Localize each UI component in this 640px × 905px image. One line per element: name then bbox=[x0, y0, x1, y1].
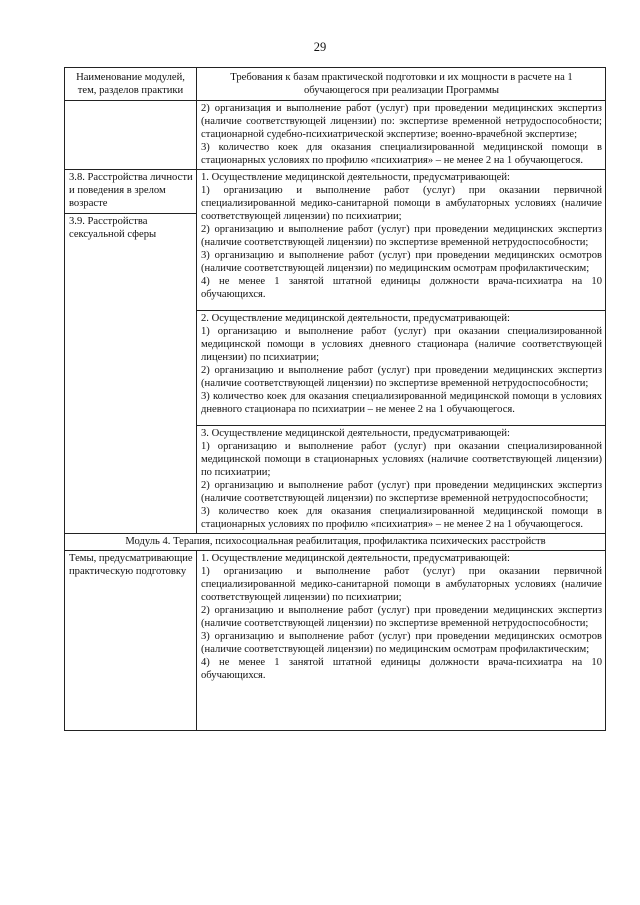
final-right-cell bbox=[197, 551, 606, 731]
topics-left-cell bbox=[65, 170, 197, 534]
paragraph: 2) организацию и выполнение работ (услуг) при проведении медицинских экспертиз (наличие соответствующей лицензии) по экспертизе временной нетрудоспособности; bbox=[201, 480, 602, 504]
block-heading: 1. Осуществление медицинской деятельности, предусматривающей: bbox=[201, 172, 510, 183]
paragraph: 1) организацию и выполнение работ (услуг) при оказании специализированной медицинской помощи в стационарных условиях (наличие соответствующей лицензии) по психиатрии; bbox=[201, 441, 602, 478]
block-heading: 1. Осуществление медицинской деятельности, предусматривающей: bbox=[201, 553, 510, 564]
paragraph: 2) организация и выполнение работ (услуг) при проведении медицинских экспертиз (наличие соответствующей лицензии) по: экспертизе временной нетрудоспособности; стационарной судебно-психиатрической экспертизе; военно-врачебной экспертизе; bbox=[201, 103, 602, 140]
paragraph: 3) организацию и выполнение работ (услуг) при проведении медицинских осмотров (наличие соответствующей лицензии) по медицинским осмотрам профилактическим; bbox=[201, 250, 602, 274]
paragraph: 2) организацию и выполнение работ (услуг) при проведении медицинских экспертиз (наличие соответствующей лицензии) по экспертизе временной нетрудоспособности; bbox=[201, 605, 602, 629]
paragraph: 3) количество коек для оказания специализированной медицинской помощи в условиях дневного стационара по психиатрии – не менее 2 на 1 обучающегося. bbox=[201, 391, 602, 415]
requirements-block-2 bbox=[197, 311, 606, 426]
final-left-cell: Темы, предусматривающие практическую подготовку bbox=[65, 551, 197, 731]
block-heading: 3. Осуществление медицинской деятельности, предусматривающей: bbox=[201, 428, 510, 439]
paragraph: 2) организацию и выполнение работ (услуг) при проведении медицинских экспертиз (наличие соответствующей лицензии) по экспертизе временной нетрудоспособности; bbox=[201, 224, 602, 248]
module-4-heading: Модуль 4. Терапия, психосоциальная реабилитация, профилактика психических расстройств bbox=[65, 534, 606, 551]
paragraph: 2) организацию и выполнение работ (услуг) при проведении медицинских экспертиз (наличие соответствующей лицензии) по экспертизе временной нетрудоспособности; bbox=[201, 365, 602, 389]
requirements-block-3 bbox=[197, 426, 606, 534]
header-left-cell: Наименование модулей, тем, разделов практики bbox=[65, 68, 197, 101]
topic-3-8: 3.8. Расстройства личности и поведения в зрелом возрасте bbox=[69, 172, 193, 209]
paragraph: 1) организацию и выполнение работ (услуг) при оказании первичной специализированной медико-санитарной помощи в амбулаторных условиях (наличие соответствующей лицензии) по психиатрии; bbox=[201, 185, 602, 222]
paragraph: 3) количество коек для оказания специализированной медицинской помощи в стационарных условиях по профилю «психиатрия» – не менее 2 на 1 обучающегося. bbox=[201, 142, 602, 166]
requirements-block-1 bbox=[197, 170, 606, 311]
module-4-row bbox=[65, 534, 606, 551]
header-right-cell: Требования к базам практической подготовки и их мощности в расчете на 1 обучающегося при реализации Программы bbox=[197, 68, 606, 101]
paragraph: 4) не менее 1 занятой штатной единицы должности врача-психиатра на 10 обучающихся. bbox=[201, 657, 602, 681]
continuation-left-cell bbox=[65, 101, 197, 170]
paragraph: 1) организацию и выполнение работ (услуг) при оказании первичной специализированной медико-санитарной помощи в амбулаторных условиях (наличие соответствующей лицензии) по психиатрии; bbox=[201, 566, 602, 603]
table-header-row bbox=[65, 68, 606, 101]
continuation-right-cell bbox=[197, 101, 606, 170]
topic-3-9: 3.9. Расстройства сексуальной сферы bbox=[65, 213, 196, 241]
block-heading: 2. Осуществление медицинской деятельности, предусматривающей: bbox=[201, 313, 510, 324]
requirements-table bbox=[64, 67, 606, 731]
paragraph: 4) не менее 1 занятой штатной единицы должности врача-психиатра на 10 обучающихся. bbox=[201, 276, 602, 300]
continuation-row bbox=[65, 101, 606, 170]
topic-row-block-1 bbox=[65, 170, 606, 311]
paragraph: 1) организацию и выполнение работ (услуг) при оказании специализированной медицинской помощи в условиях дневного стационара (наличие соответствующей лицензии) по психиатрии; bbox=[201, 326, 602, 363]
final-row bbox=[65, 551, 606, 731]
paragraph: 3) организацию и выполнение работ (услуг) при проведении медицинских осмотров (наличие соответствующей лицензии) по медицинским осмотрам профилактическим; bbox=[201, 631, 602, 655]
page-number: 29 bbox=[313, 40, 327, 54]
paragraph: 3) количество коек для оказания специализированной медицинской помощи в стационарных условиях по профилю «психиатрия» – не менее 2 на 1 обучающегося. bbox=[201, 506, 602, 530]
